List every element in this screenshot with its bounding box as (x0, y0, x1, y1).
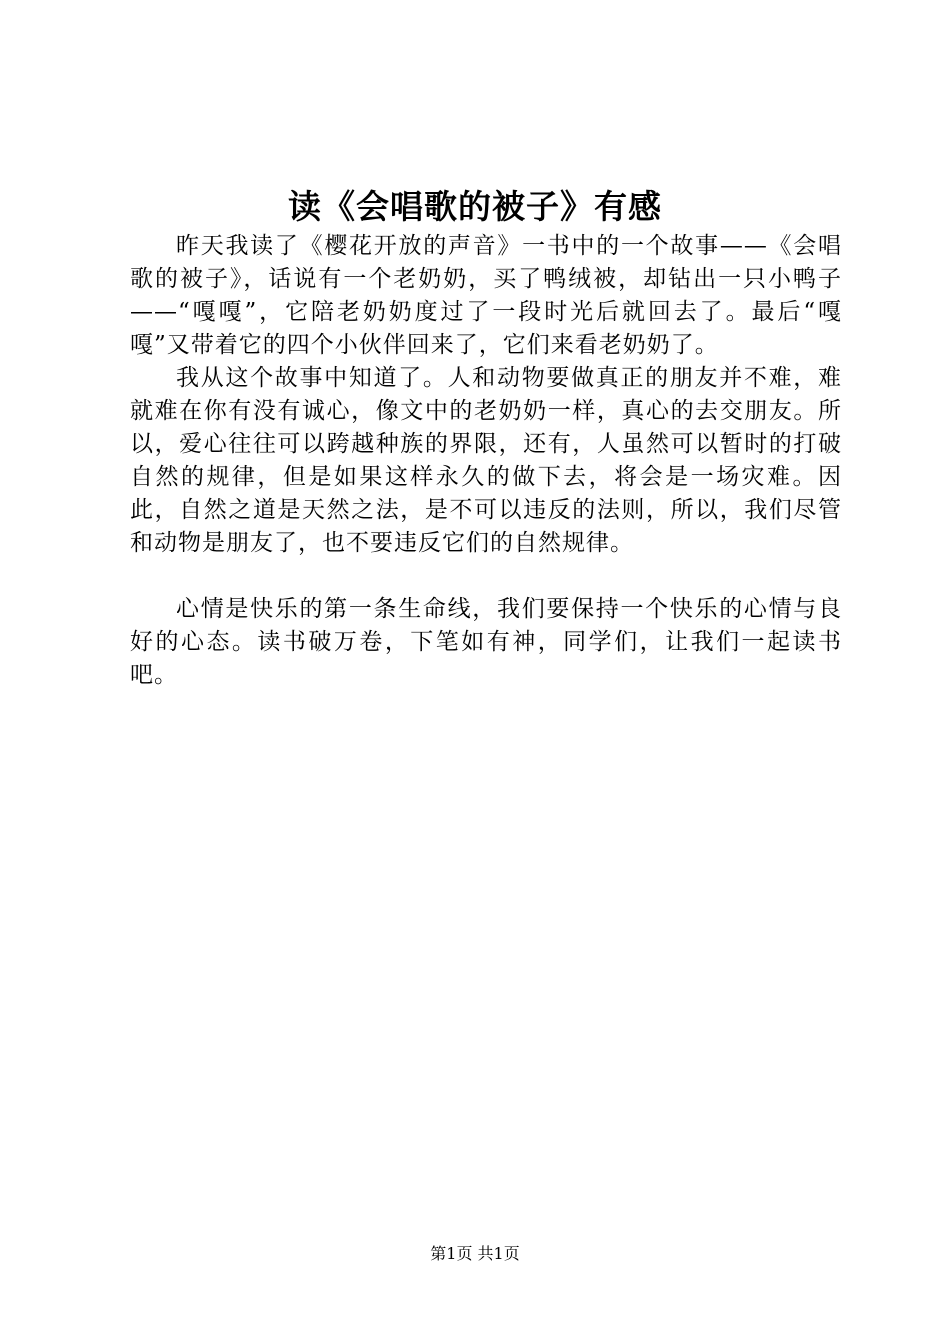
paragraph-1: 昨天我读了《樱花开放的声音》一书中的一个故事——《会唱歌的被子》，话说有一个老奶奶，买了鸭绒被，却钻出一只小鸭子——“嘎嘎”，它陪老奶奶度过了一段时光后就回去了。最后“嘎嘎”又带着它的四个小伙伴回来了，它们来看老奶奶了。 (130, 233, 842, 358)
document-body (130, 230, 842, 692)
paragraph-2: 我从这个故事中知道了。人和动物要做真正的朋友并不难，难就难在你有没有诚心，像文中的老奶奶一样，真心的去交朋友。所以，爱心往往可以跨越种族的界限，还有，人虽然可以暂时的打破自然的规律，但是如果这样永久的做下去，将会是一场灾难。因此，自然之道是天然之法，是不可以违反的法则，所以，我们尽管和动物是朋友了，也不要违反它们的自然规律。 (130, 365, 842, 556)
paragraph-3: 心情是快乐的第一条生命线，我们要保持一个快乐的心情与良好的心态。读书破万卷，下笔如有神，同学们，让我们一起读书吧。 (130, 596, 842, 688)
page-number-footer: 第1页 共1页 (430, 1244, 520, 1263)
paragraph-spacer (130, 560, 842, 593)
document-title: 读《会唱歌的被子》有感 (288, 187, 662, 226)
